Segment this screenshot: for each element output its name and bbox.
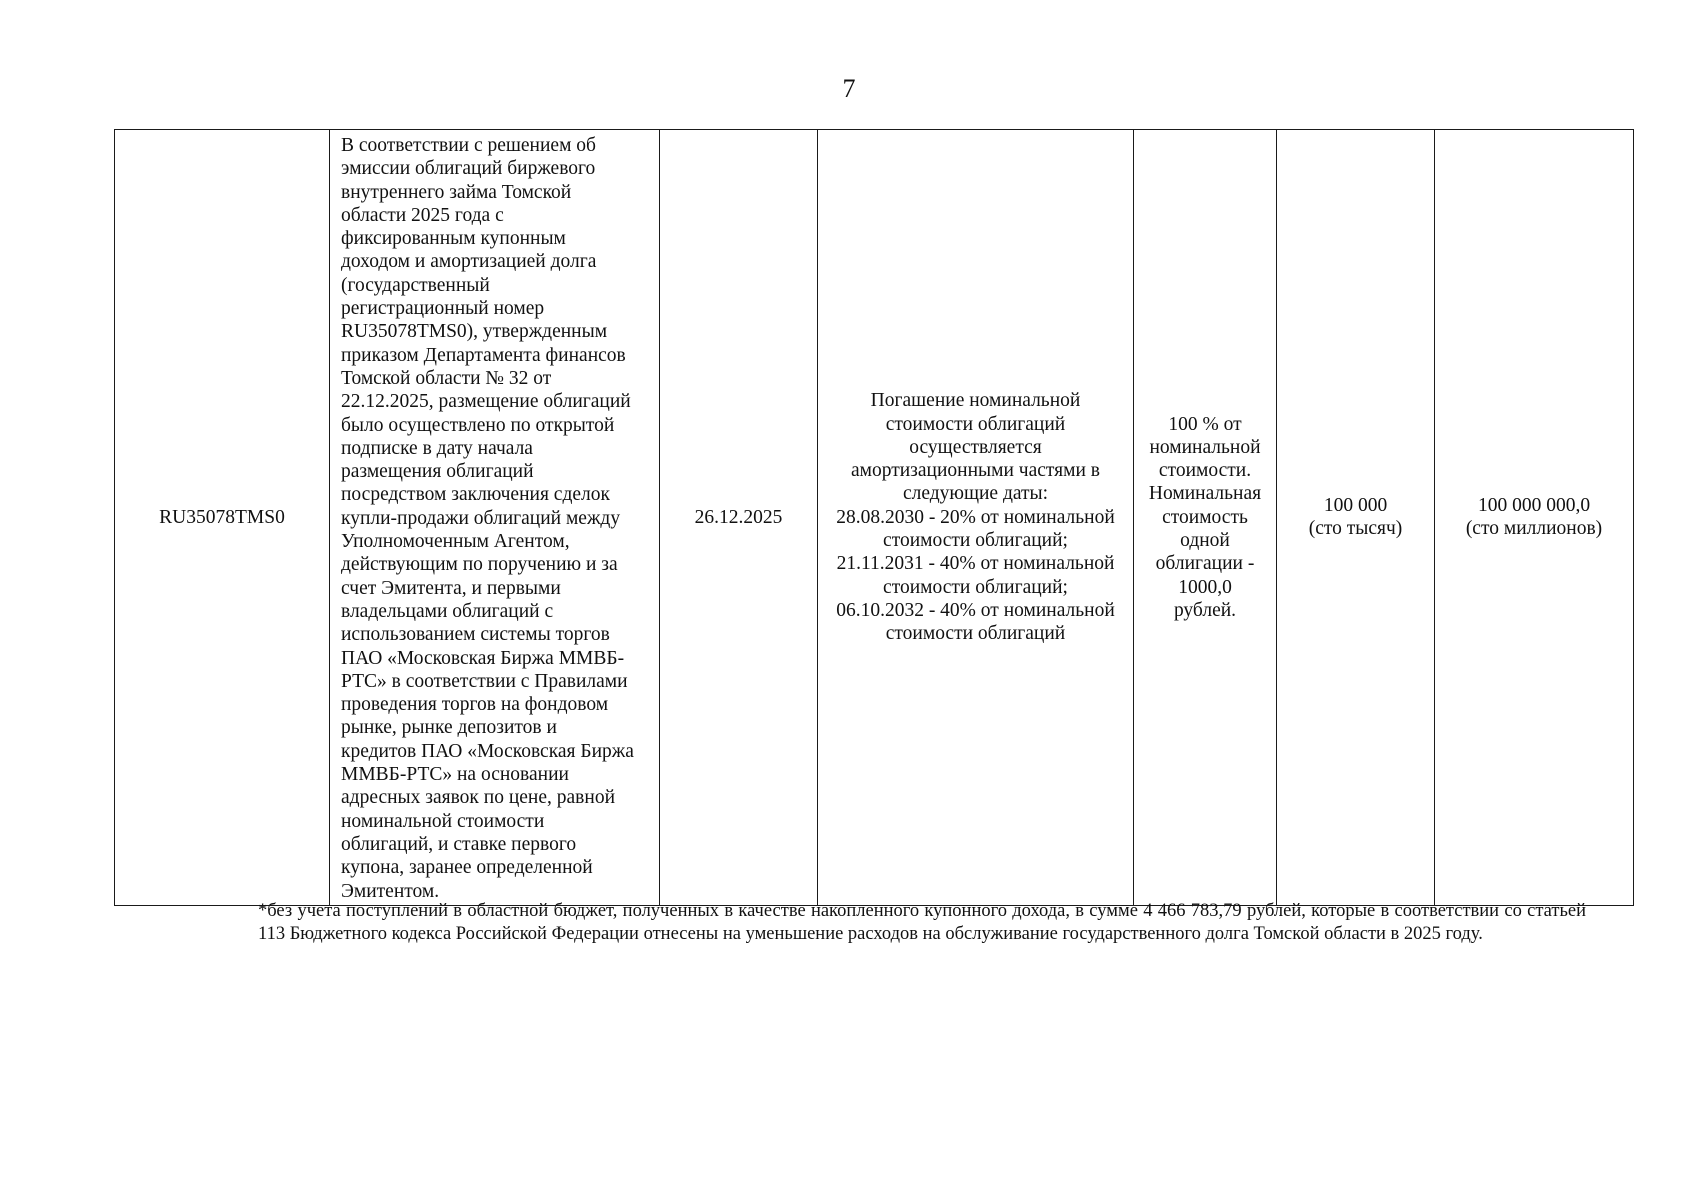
registration-number: RU35078TMS0 (159, 506, 285, 528)
placement-date: 26.12.2025 (694, 506, 783, 528)
table-row (115, 130, 1634, 906)
footnote: *без учета поступлений в областной бюджет, полученных в качестве накопленного купонного дохода, в сумме 4 466 783,79 рублей, которые в соответствии со статьей 113 Бюджетного кодекса Российской Федерации отнесены на уменьшение расходов на обслуживание государственного долга Томской области в 2025 году. (258, 901, 1586, 945)
redemption-terms-cell (818, 130, 1134, 906)
bond-issue-table (114, 129, 1634, 906)
registration-number-cell (115, 130, 330, 906)
redemption-terms: Погашение номинальной стоимости облигаций осуществляется амортизационными частями в следующие даты: 28.08.2030 - 20% от номинальной стоимости облигаций; 21.11.2031 - 40% от номинальной стоимости облигаций; 06.10.2032 - 40% от номинальной стоимости облигаций (836, 390, 1115, 645)
issue-volume: 100 000 000,0 (сто миллионов) (1465, 495, 1603, 540)
quantity-cell (1277, 130, 1435, 906)
bond-quantity: 100 000 (сто тысяч) (1308, 495, 1403, 540)
volume-cell (1435, 130, 1634, 906)
page-number: 7 (842, 74, 856, 103)
nominal-value-cell (1134, 130, 1277, 906)
nominal-value: 100 % от номинальной стоимости. Номинальная стоимость одной облигации - 1000,0 рублей. (1148, 413, 1262, 621)
placement-description: В соответствии с решением об эмиссии облигаций биржевого внутреннего займа Томской области 2025 года с фиксированным купонным доходом и амортизацией долга (государственный регистрационный номер RU35078TMS0), утвержденным приказом Департамента финансов Томской области № 32 от 22.12.2025, размещение облигаций было осуществлено по открытой подписке в дату начала размещения облигаций посредством заключения сделок купли-продажи облигаций между Уполномоченным Агентом, действующим по поручению и за счет Эмитента, и первыми владельцами облигаций с использованием системы торгов ПАО «Московская Биржа ММВБ- РТС» в соответствии с Правилами проведения торгов на фондовом рынке, рынке депозитов и кредитов ПАО «Московская Биржа ММВБ-РТС» на основании адресных заявок по цене, равной номинальной стоимости облигаций, и ставке первого купона, заранее определенной Эмитентом. (341, 135, 634, 902)
placement-date-cell (660, 130, 818, 906)
description-cell (330, 130, 660, 906)
